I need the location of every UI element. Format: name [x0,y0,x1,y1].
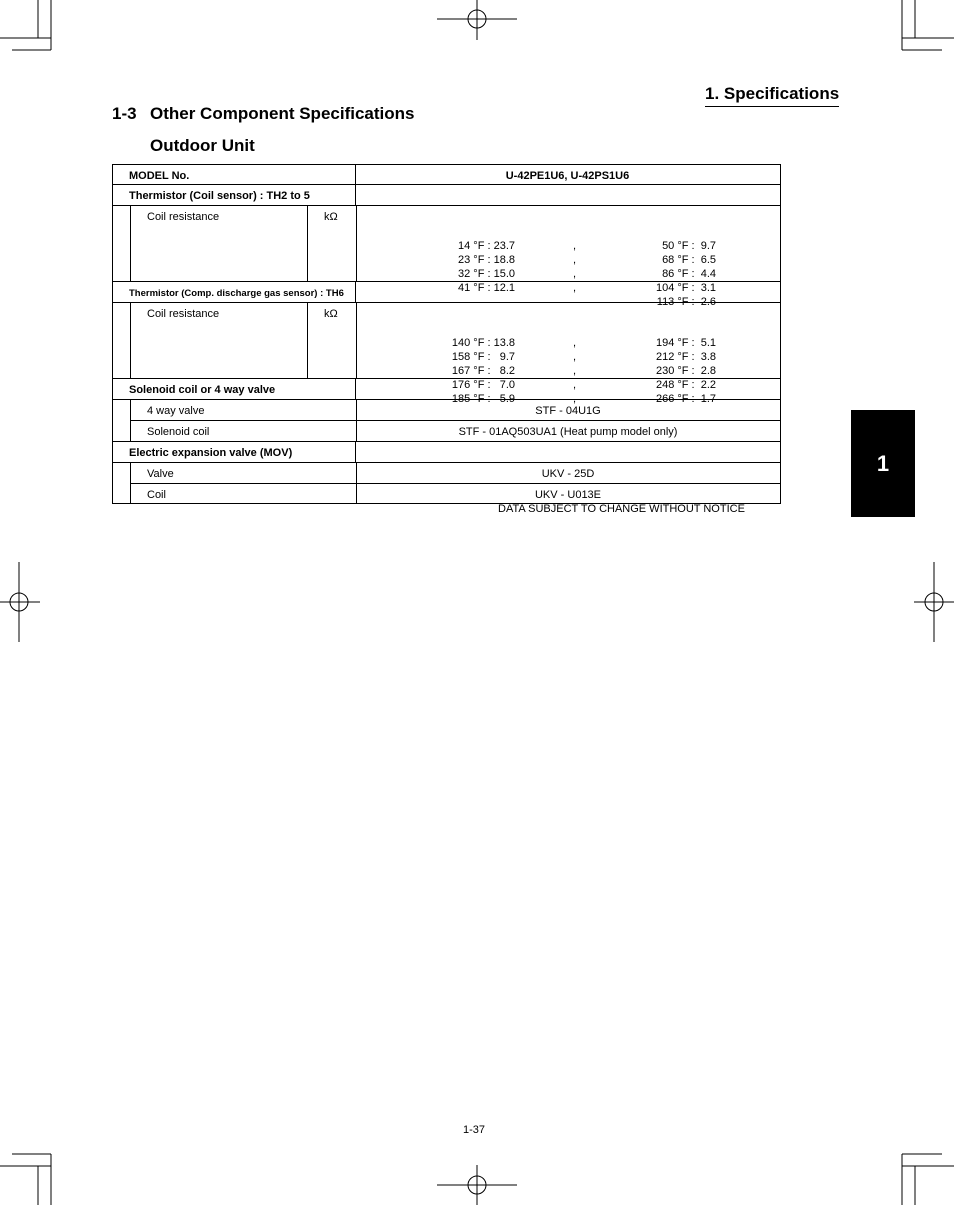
model-value: U-42PE1U6, U-42PS1U6 [505,170,630,182]
resistance-values-right: 194 °F : 5.1 212 °F : 3.8 230 °F : 2.8 248 °F : 2.2 266 °F : 1.7 [655,337,716,405]
solenoid-row [113,379,780,400]
valve-label: Valve [147,468,174,480]
subsection-title: Outdoor Unit [150,136,255,155]
resistance-values-left: 140 °F : 13.8 158 °F : 9.7 167 °F : 8.2 176 °F : 7.0 185 °F : 5.9 [451,337,515,405]
footnote: DATA SUBJECT TO CHANGE WITHOUT NOTICE [498,503,745,515]
spec-table [112,164,781,504]
solenoid-coil-label: Solenoid coil [147,426,210,438]
thermistor-coil-row [113,185,780,206]
page-number: 1-37 [463,1124,486,1136]
solenoid-detail [113,400,780,442]
coil-resistance-label: Coil resistance [147,308,220,320]
chapter-header: 1. Specifications [705,84,839,107]
solenoid-label: Solenoid coil or 4 way valve [129,384,276,396]
valve-value: UKV - 25D [541,468,595,480]
thermistor-discharge-label: Thermistor (Comp. discharge gas sensor) : TH6 [129,288,344,299]
mov-coil-label: Coil [147,489,166,501]
section-title-text: Other Component Specifications [150,104,415,123]
section-number: 1-3 [112,104,137,123]
resistance-values-left: 14 °F : 23.7 23 °F : 18.8 32 °F : 15.0 41 °F : 12.1 [458,240,515,294]
unit-label: kΩ [324,211,338,223]
thermistor-discharge-row [113,282,780,303]
resistance-values-right: 50 °F : 9.7 68 °F : 6.5 86 °F : 4.4 104 °F : 3.1 113 °F : 2.6 [655,240,716,308]
resistance-commas: , , , , , [573,337,577,405]
model-row [113,165,780,185]
mov-coil-value: UKV - U013E [534,489,602,501]
resistance-commas: , , , , [573,240,577,294]
thermistor-coil-label: Thermistor (Coil sensor) : TH2 to 5 [129,190,310,202]
four-way-valve-value: STF - 04U1G [535,405,601,417]
chapter-tab: 1 [851,410,915,517]
mov-detail [113,463,780,503]
unit-label: kΩ [324,308,338,320]
four-way-valve-label: 4 way valve [147,405,205,417]
coil-resistance-label: Coil resistance [147,211,220,223]
solenoid-coil-value: STF - 01AQ503UA1 (Heat pump model only) [458,426,678,438]
mov-label: Electric expansion valve (MOV) [129,447,293,459]
mov-row [113,442,780,463]
section-title [112,104,414,124]
model-label: MODEL No. [129,170,190,182]
